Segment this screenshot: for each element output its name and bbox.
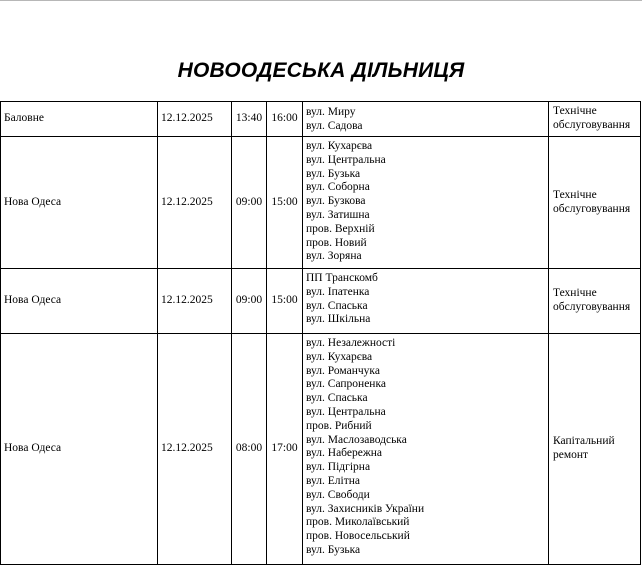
work-type-text: обслуговування [553,301,631,313]
street-name: вул. Бузька [306,543,361,556]
street-name: вул. Спаська [306,392,368,405]
street-name: вул. Бузька [306,167,361,180]
street-name: вул. Центральна [306,405,386,418]
street-name: вул. Кухарєва [306,140,373,152]
street-name: вул. Набережна [306,447,383,460]
street-name: вул. Сапроненка [306,378,386,391]
end-time-cell: 16:00 [267,102,303,137]
start-time-cell: 09:00 [232,137,267,269]
end-time-cell: 15:00 [267,269,303,334]
street-name: пров. Новий [306,236,367,249]
outage-schedule-table [0,101,641,565]
date-cell: 12.12.2025 [158,334,232,565]
end-time-cell: 15:00 [267,137,303,269]
work-type-text: ремонт [553,449,589,461]
streets-cell [303,102,549,137]
work-type-text: Технічне [553,188,597,201]
locality-cell: Нова Одеса [1,269,158,334]
street-name: вул. Незалежності [306,337,396,349]
street-name: пров. Новосельський [306,530,410,543]
work-type-text: обслуговування [553,202,631,215]
street-name: вул. Іпатенка [306,285,370,298]
locality-cell: Баловне [1,102,158,137]
work-type-text: обслуговування [553,119,631,131]
street-name: вул. Бузкова [306,195,366,208]
table-row [1,334,641,565]
locality-cell: Нова Одеса [1,137,158,269]
street-name: вул. Спаська [306,299,368,312]
street-name: вул. Кухарєва [306,350,373,363]
work-type-text: Капітальний [553,435,615,448]
end-time-cell: 17:00 [267,334,303,565]
street-name: вул. Захисників України [306,502,425,515]
start-time-cell: 08:00 [232,334,267,565]
street-name: вул. Романчука [306,364,380,377]
streets-cell [303,269,549,334]
street-name: вул. Садова [306,119,363,132]
street-name: пров. Верхній [306,222,375,235]
work-type-text: Технічне [553,105,597,118]
date-cell: 12.12.2025 [158,102,232,137]
table-row [1,137,641,269]
start-time-cell: 09:00 [232,269,267,334]
work-type-cell [549,334,641,565]
top-border-line [0,0,642,1]
date-cell: 12.12.2025 [158,269,232,334]
table-row [1,102,641,137]
street-name: вул. Свободи [306,488,370,501]
street-name: вул. Підгірна [306,461,371,474]
locality-cell: Нова Одеса [1,334,158,565]
work-type-text: Технічне [553,287,597,300]
street-name: вул. Миру [306,106,356,118]
street-name: вул. Затишна [306,208,370,221]
streets-cell [303,334,549,565]
street-name: вул. Маслозаводська [306,433,407,446]
street-name: вул. Центральна [306,153,386,166]
work-type-cell [549,102,641,137]
work-type-cell [549,137,641,269]
page-title: НОВООДЕСЬКА ДІЛЬНИЦЯ [177,59,465,82]
street-name: вул. Шкільна [306,313,371,326]
streets-cell [303,137,549,269]
street-name: вул. Соборна [306,181,370,194]
start-time-cell: 13:40 [232,102,267,137]
street-name: вул. Елітна [306,474,361,487]
table-row [1,269,641,334]
street-name: вул. Зоряна [306,250,362,263]
street-name: ПП Транскомб [306,272,378,284]
date-cell: 12.12.2025 [158,137,232,269]
street-name: пров. Миколаївський [306,516,410,529]
street-name: пров. Рибний [306,419,372,432]
work-type-cell [549,269,641,334]
